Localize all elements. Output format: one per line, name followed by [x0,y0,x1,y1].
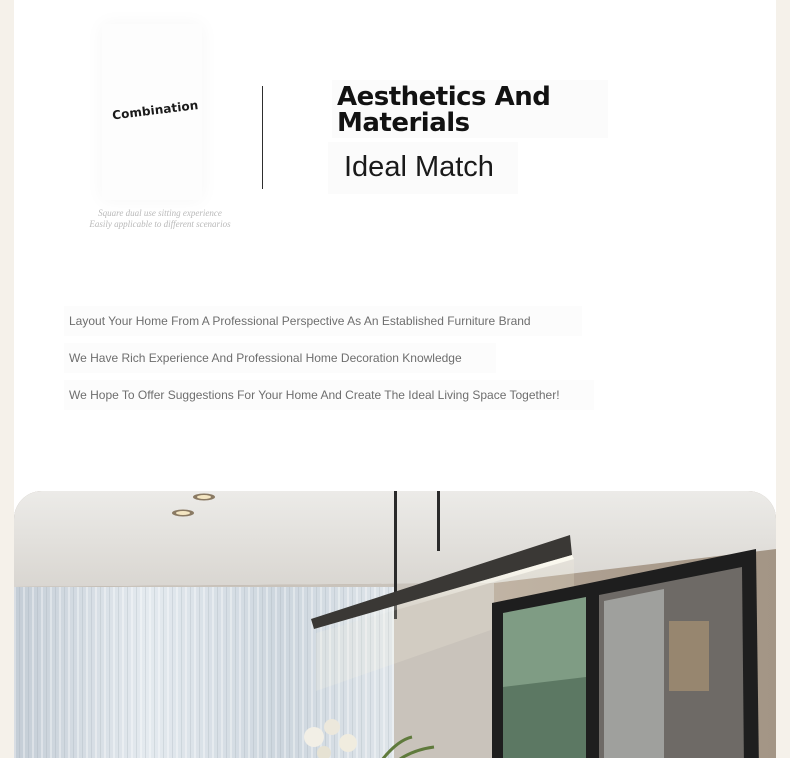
content-card [14,0,776,758]
caption-line-1: Square dual use sitting experience [98,208,222,218]
description-line-1 [64,306,582,336]
description-text: We Hope To Offer Suggestions For Your Home And Create The Ideal Living Space Together! [69,388,560,402]
caption-line-2: Easily applicable to different scenarios [89,219,231,229]
badge-caption [80,208,240,230]
section-title: Aesthetics And Materials [337,82,551,138]
vertical-divider [262,86,263,189]
description-text: We Have Rich Experience And Professional Home Decoration Knowledge [69,351,462,365]
room-illustration [14,491,776,758]
description-text: Layout Your Home From A Professional Perspective As An Established Furniture Brand [69,314,531,328]
dining-room-pendant-light-photo [14,491,776,758]
description-line-3 [64,380,594,410]
section-subtitle: Ideal Match [344,151,494,183]
combination-badge: Combination [111,98,200,123]
description-line-2 [64,343,496,373]
